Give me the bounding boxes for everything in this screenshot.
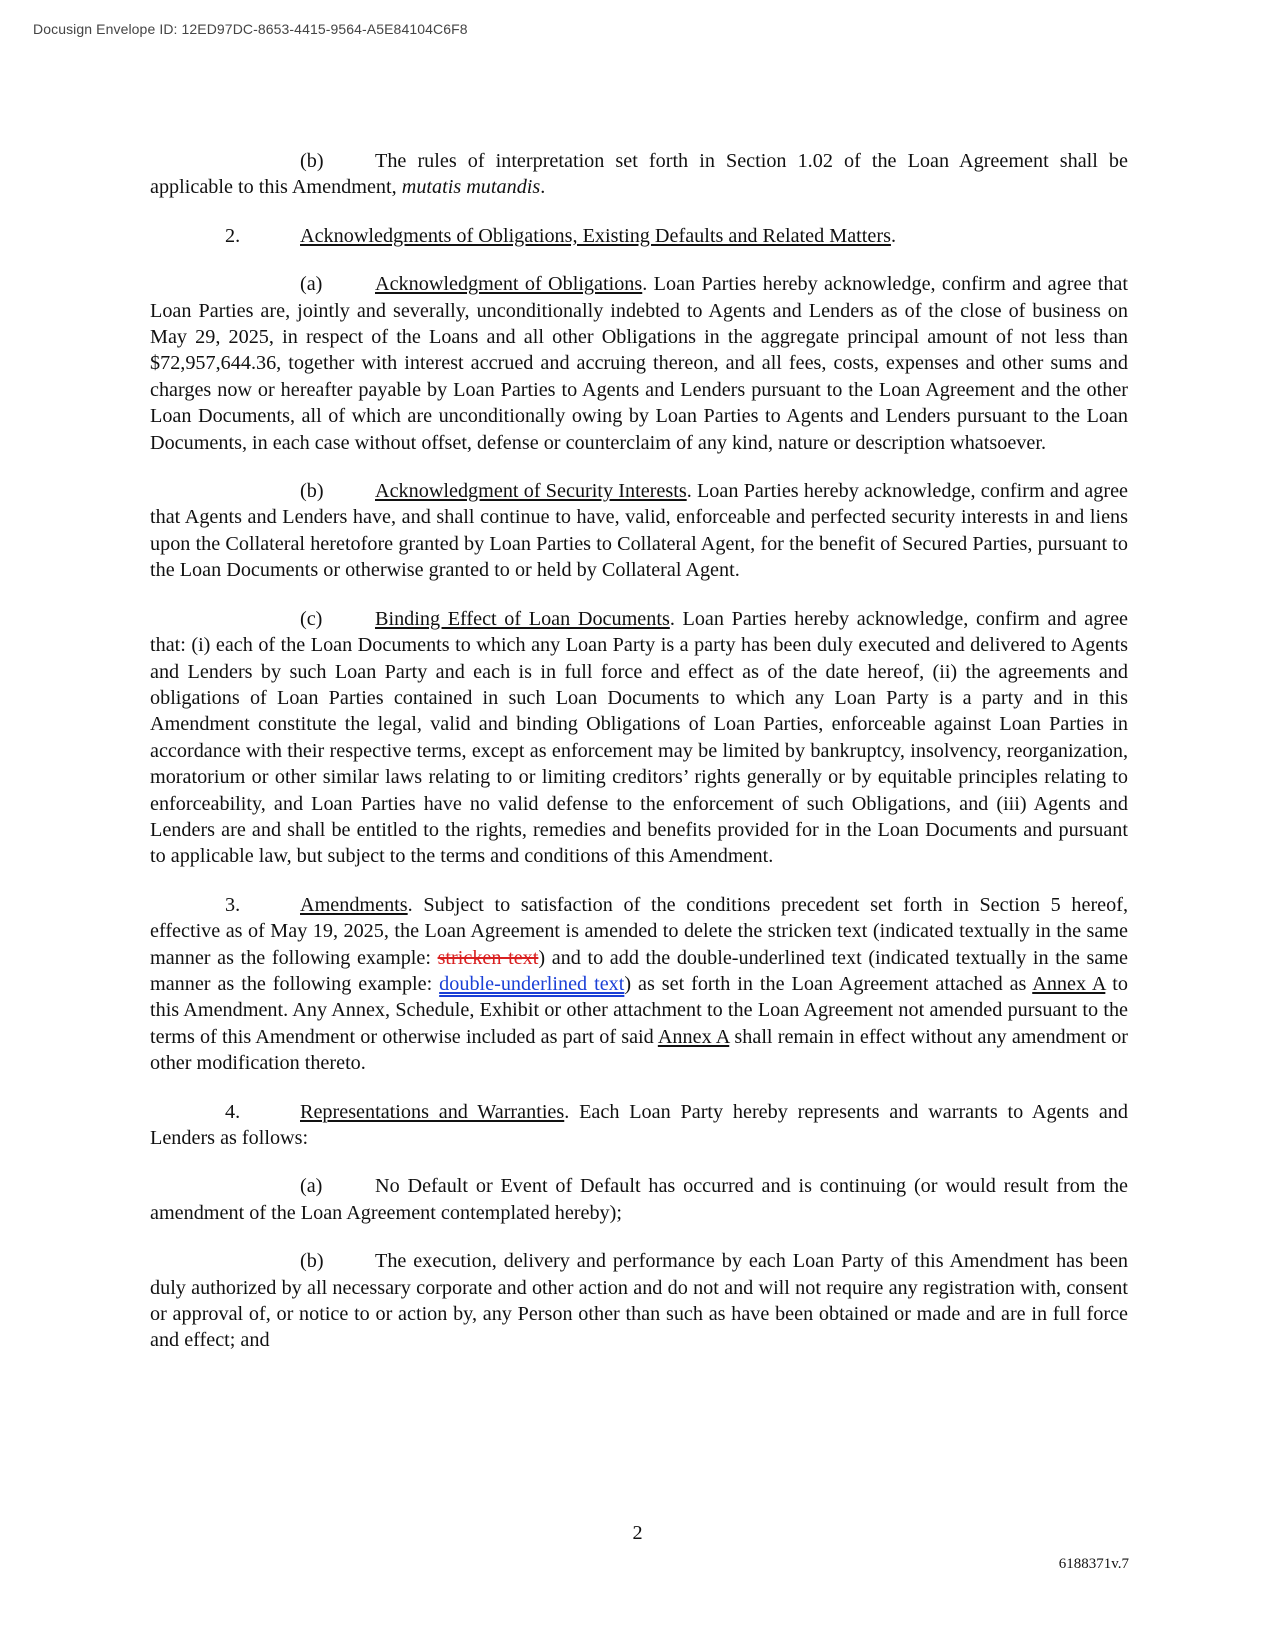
section-title: Acknowledgments of Obligations, Existing Defaults and Related Matters	[300, 224, 891, 247]
section-3	[150, 892, 1128, 1077]
clause-number: (a)	[300, 1175, 323, 1198]
section-text: . Each Loan Party hereby represents and warrants to Agents and Lenders as follows:	[150, 1100, 1128, 1149]
section-text: shall remain in effect without any amendment or other modification thereto.	[150, 1025, 1129, 1075]
section-title: Amendments	[300, 893, 408, 916]
paragraph-2b	[150, 478, 1128, 584]
annex-a-reference: Annex A	[657, 1025, 730, 1048]
section-text: ) as set forth in the Loan Agreement attached as	[624, 972, 1033, 995]
clause-number: (b)	[300, 150, 324, 172]
clause-heading: Binding Effect of Loan Documents	[375, 607, 670, 630]
clause-tail: .	[540, 176, 546, 199]
clause-number: (b)	[300, 480, 324, 503]
paragraph-4a	[150, 1173, 1128, 1226]
page-number: 2	[632, 1522, 643, 1544]
clause-text: The execution, delivery and performance by each Loan Party of this Amendment has been duly authorized by all necessary corporate and other action and do not and will not require any registration with, consent or approval of, or notice to or action by, any Person other than such as have been obtained or made and are in full force and effect; and	[150, 1250, 1128, 1352]
stricken-text-example: stricken text	[437, 946, 539, 969]
paragraph-2c	[150, 606, 1128, 870]
paragraph-2a	[150, 271, 1128, 456]
section-number: 2.	[225, 224, 241, 247]
clause-heading: Acknowledgment of Security Interests	[375, 480, 687, 503]
section-number: 3.	[225, 893, 241, 916]
clause-text: . Loan Parties hereby acknowledge, confirm and agree that: (i) each of the Loan Documents to which any Loan Party is a party has been duly executed and delivered to Agents and Lenders by such Loan Party and each is in full force and effect as of the date hereof, (ii) the agreements and obligations of Loan Parties contained in such Loan Documents to which any Loan Party is a party and in this Amendment constitute the legal, valid and binding Obligations of Loan Parties, enforceable against Loan Parties in accordance with their respective terms, except as enforcement may be limited by bankruptcy, insolvency, reorganization, moratorium or other similar laws relating to or limiting creditors’ rights generally or by equitable principles relating to enforceability, and Loan Parties have no valid defense to the enforcement of such Obligations, and (iii) Agents and Lenders are and shall be entitled to the rights, remedies and benefits provided for in the Loan Documents and pursuant to applicable law, but subject to the terms and conditions of this Amendment.	[150, 607, 1128, 868]
clause-text: . Loan Parties hereby acknowledge, confirm and agree that Agents and Lenders have, and shall continue to have, valid, enforceable and perfected security interests in and liens upon the Collateral heretofore granted by Loan Parties to Collateral Agent, for the benefit of Secured Parties, pursuant to the Loan Documents or otherwise granted to or held by Collateral Agent.	[150, 480, 1128, 582]
section-title-tail: .	[890, 224, 896, 247]
section-text: ) and to add the double-underlined text (indicated textually in the same manner as the following example:	[150, 946, 1128, 995]
clause-text: . Loan Parties hereby acknowledge, confirm and agree that Loan Parties are, jointly and severally, unconditionally indebted to Agents and Lenders as of the close of business on May 29, 2025, in respect of the Loans and all other Obligations in the aggregate principal amount of not less than $72,957,644.36, together with interest accrued and accruing thereon, and all fees, costs, expenses and other sums and charges now or hereafter payable by Loan Parties to Agents and Lenders pursuant to the Loan Agreement and the other Loan Documents, all of which are unconditionally owing by Loan Parties to Agents and Lenders pursuant to the Loan Documents, in each case without offset, defense or counterclaim of any kind, nature or description whatsoever.	[150, 273, 1128, 454]
clause-text: No Default or Event of Default has occurred and is continuing (or would result from the amendment of the Loan Agreement contemplated hereby);	[150, 1175, 1128, 1224]
section-4	[150, 1099, 1128, 1152]
document-body	[150, 148, 1128, 1376]
clause-number: (c)	[300, 607, 323, 630]
annex-a-reference: Annex A	[1032, 972, 1106, 995]
section-text: . Subject to satisfaction of the conditions precedent set forth in Section 5 hereof, effective as of May 19, 2025, the Loan Agreement is amended to delete the stricken text (indicated textually in the same manner as the following example:	[150, 893, 1128, 969]
clause-number: (a)	[300, 273, 323, 296]
paragraph-1b	[150, 148, 1128, 201]
section-title: Representations and Warranties	[300, 1100, 565, 1123]
section-text: to this Amendment. Any Annex, Schedule, Exhibit or other attachment to the Loan Agreement not amended pursuant to the terms of this Amendment or otherwise included as part of said	[150, 972, 1128, 1048]
document-id: 6188371v.7	[1058, 1556, 1129, 1572]
envelope-id: Docusign Envelope ID: 12ED97DC-8653-4415-9564-A5E84104C6F8	[33, 21, 468, 37]
double-underlined-text-example: double-underlined text	[439, 972, 625, 995]
clause-text: The rules of interpretation set forth in Section 1.02 of the Loan Agreement shall be applicable to this Amendment,	[150, 150, 1128, 199]
paragraph-4b	[150, 1248, 1128, 1354]
section-number: 4.	[225, 1100, 241, 1123]
section-2-heading	[150, 223, 1128, 249]
italic-phrase: mutatis mutandis	[401, 176, 541, 199]
clause-number: (b)	[300, 1250, 324, 1273]
clause-heading: Acknowledgment of Obligations	[375, 273, 643, 296]
